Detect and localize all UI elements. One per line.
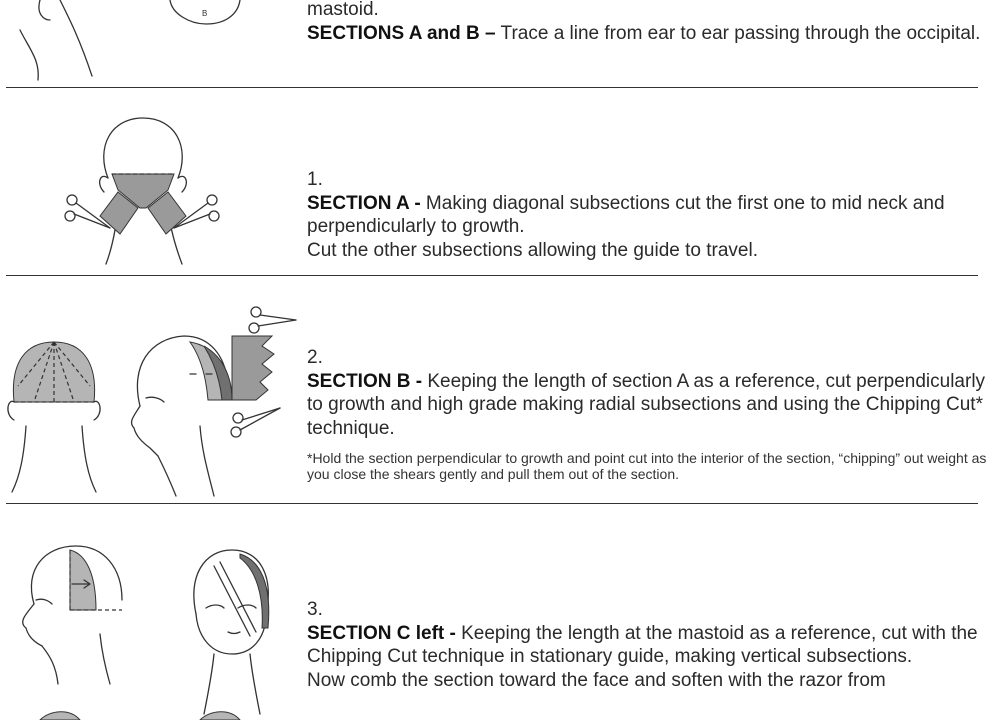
- intro-text: [307, 0, 987, 45]
- intro-paragraph: [307, 22, 987, 46]
- scissors-bottom-icon: [231, 408, 280, 437]
- step-1-text: [307, 168, 987, 262]
- step-2-number: 2.: [307, 347, 323, 368]
- intro-body: Trace a line from ear to ear passing through the occipital.: [495, 22, 981, 44]
- step-3-paragraph: [307, 622, 987, 669]
- step-1-line2: Cut the other subsections allowing the guide to travel.: [307, 239, 758, 261]
- step-2-section: [0, 276, 1000, 504]
- scissors-top-icon: [249, 307, 296, 333]
- intro-line1: mastoid.: [307, 0, 379, 20]
- step-3-section: [0, 504, 1000, 720]
- step-3-heading: SECTION C left -: [307, 622, 456, 644]
- section-c-left-illustration: [0, 504, 300, 720]
- intro-section: [0, 0, 1000, 88]
- section-a-back-head-illustration: [0, 88, 300, 276]
- step-3-line2: Now comb the section toward the face and soften with the razor from: [307, 669, 886, 691]
- step-2-footnote: *Hold the section perpendicular to growth and point cut into the interior of the section, “chipping” out weight as you close the shears gently and pull them out of the section.: [307, 450, 987, 482]
- step-2-body: Keeping the length of section A as a reference, cut perpendicularly to growth and high grade making radial subsections and using the Chipping Cut* technique.: [307, 370, 986, 439]
- step-1-body: Making diagonal subsections cut the first one to mid neck and perpendicularly to growth.: [307, 192, 945, 237]
- step-1-number: 1.: [307, 169, 323, 190]
- step-2-text: [307, 346, 987, 482]
- step-3-text: [307, 598, 987, 692]
- step-1-heading: SECTION A -: [307, 192, 421, 214]
- head-section-diagram-illustration: [0, 0, 300, 88]
- step-2-paragraph: [307, 370, 987, 441]
- step-2-heading: SECTION B -: [307, 370, 423, 392]
- step-1-section: [0, 88, 1000, 276]
- step-3-body: Keeping the length at the mastoid as a reference, cut with the Chipping Cut technique in stationary guide, making vertical subsections.: [307, 622, 978, 667]
- step-3-number: 3.: [307, 599, 323, 620]
- step-1-paragraph: [307, 192, 987, 239]
- diagram-letter-b: B: [202, 9, 208, 18]
- section-b-radial-illustration: [0, 276, 300, 504]
- intro-heading: SECTIONS A and B –: [307, 22, 496, 44]
